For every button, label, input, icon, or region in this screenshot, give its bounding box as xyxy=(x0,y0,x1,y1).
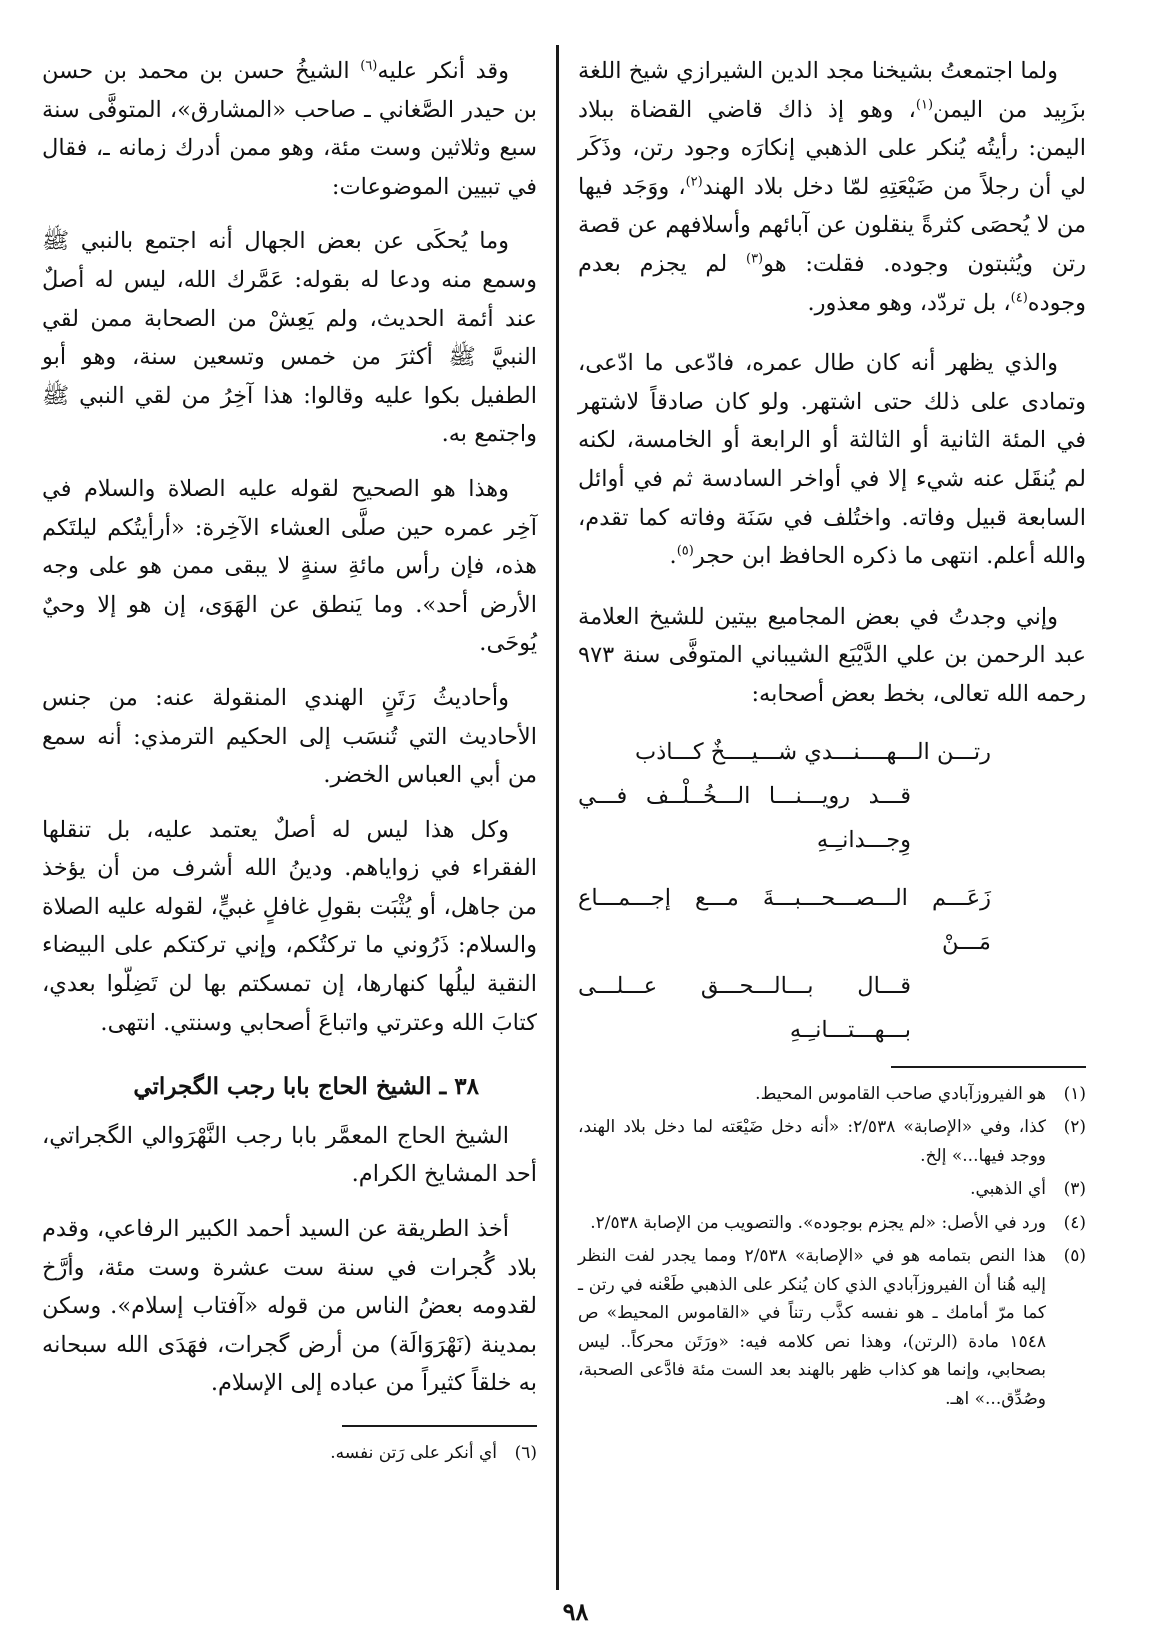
footnotes xyxy=(578,1080,1086,1414)
paragraph xyxy=(578,344,1086,576)
text: ، وهو إذ ذاك قاضي القضاة ببلاد اليمن: رأيتُه يُنكر على الذهبي إنكارَه وجود رتن، وذَكَر لي أن رجلاً من ضَيْعَتِهِ لمّا دخل بلاد الهند xyxy=(578,96,1086,200)
footnote-text: ورد في الأصل: «لم يجزم بوجوده». والتصويب من الإصابة ٢/٥٣٨. xyxy=(590,1212,1046,1233)
hemistich: زَعَـــم الـــصـــحـــبـــةَ مـــع إجـــمـــاع مَـــنْ xyxy=(578,884,991,955)
hemistich: قـــال بـــالـــحـــق عـــلـــى بـــهـــتـــانـِـهِ xyxy=(578,972,911,1043)
text: ، بل تردّد، وهو معذور. xyxy=(807,289,1011,316)
footnote-divider xyxy=(342,1425,537,1427)
left-column xyxy=(42,52,537,1473)
right-column xyxy=(578,52,1086,1418)
column-divider xyxy=(556,45,559,1590)
text: والذي يظهر أنه كان طال عمره، فادّعى ما ادّعى، وتمادى على ذلك حتى اشتهر. ولو كان صادقاً لاشتهر في المئة الثانية أو الثالثة أو الرابعة أو الخامسة، لكنه لم يُنقَل عنه شيء إلا في أواخر السادسة ثم في أوائل السابعة قبيل وفاته. واختُلف في سَنَة وفاته كما تقدم، والله أعلم. انتهى ما ذكره الحافظ ابن حجر xyxy=(578,350,1086,570)
text: الشيخُ حسن بن محمد بن حسن بن حيدر الصَّغاني ـ صاحب «المشارق»، المتوفَّى سنة سبع وثلاثين وست مئة، وهو ممن أدرك زمانه ـ، فقال في تبيين الموضوعات: xyxy=(42,58,537,200)
paragraph: الشيخ الحاج المعمَّر بابا رجب النَّهْرَوالي الگجراتي، أحد المشايخ الكرام. xyxy=(42,1122,537,1188)
hemistich: رتـــن الـــهــــنـــدي شـــيــــخٌ كـــاذب xyxy=(635,738,991,765)
footnote xyxy=(578,1113,1086,1170)
footnote xyxy=(578,1209,1086,1238)
footnote-ref[interactable]: (١) xyxy=(915,97,934,113)
footnote-text: كذا، وفي «الإصابة» ٢/٥٣٨: «أنه دخل ضَيْعَته لما دخل بلاد الهند، ووجد فيها...» إلخ. xyxy=(578,1117,1046,1166)
footnote-number: (٣) xyxy=(1063,1179,1086,1199)
footnote-ref[interactable]: (٤) xyxy=(1010,290,1028,306)
paragraph xyxy=(42,52,537,206)
paragraph: أخذ الطريقة عن السيد أحمد الكبير الرفاعي، وقدم بلاد گُجرات في سنة ست عشرة وست مئة، وأرَّخ لقدومه بعضُ الناس من قوله «آفتاب إسلام». وسكن بمدينة (نَهْرَوَالَة) من أرض گجرات، فهَدَى الله سبحانه به خلقاً كثيراً من عباده إلى الإسلام. xyxy=(42,1216,537,1397)
paragraph: وما يُحكَى عن بعض الجهال أنه اجتمع بالنبي ﷺ وسمع منه ودعا له بقوله: عَمَّرك الله، ليس له أصلٌ عند أئمة الحديث، ولم يَعِشْ من الصحابة ممن لقي النبيَّ ﷺ أكثرَ من خمس وتسعين سنة، وهو أبو الطفيل بكوا عليه وقالوا: هذا آخِرُ من لقي النبي ﷺ واجتمع به. xyxy=(42,228,537,448)
hemistich: قـــد رويـــنـــا الـــخُــلْــف فـــي وِجـــدانـِـهِ xyxy=(578,782,911,853)
paragraph: وكل هذا ليس له أصلٌ يعتمد عليه، بل تنقلها الفقراء في زواياهم. ودينُ الله أشرف من أن يؤخذ من جاهل، أو يُثْبَت بقولِ غافلٍ غبيٍّ، لقوله عليه الصلاة والسلام: ذَرُوني ما تركتُكم، وإني تركتكم على البيضاء النقية ليلُها كنهارها، إن تمسكتم بها لن تَضِلّوا بعدي، كتابَ الله وعترتي واتباعَ أصحابي وسنتي. انتهى. xyxy=(42,816,537,1036)
footnote-text: أي الذهبي. xyxy=(970,1179,1046,1199)
footnote-number: (٢) xyxy=(1063,1117,1086,1137)
footnote-ref[interactable]: (٥) xyxy=(676,543,694,559)
text: ، ووَجَد فيها من لا يُحصَى كثرةً ينقلون عن آبائهم وأسلافهم عن قصة رتن ويُثبتون وجوده. فقلت: هو xyxy=(578,173,1086,277)
footnote-ref[interactable]: (٢) xyxy=(685,174,703,190)
footnote xyxy=(578,1080,1086,1109)
section-heading: ٣٨ ـ الشيخ الحاج بابا رجب الگجراتي xyxy=(133,1073,479,1101)
poem-verse xyxy=(578,730,1086,862)
footnote-number: (٦) xyxy=(514,1443,537,1463)
footnote-text: أي أنكر على رَتن نفسه. xyxy=(330,1443,497,1463)
footnote xyxy=(578,1175,1086,1204)
footnote-number: (٥) xyxy=(1063,1246,1086,1266)
footnote-ref[interactable]: (٦) xyxy=(360,58,378,74)
footnote-number: (٤) xyxy=(1063,1212,1086,1233)
footnote-ref[interactable]: (٣) xyxy=(745,251,764,267)
paragraph xyxy=(578,52,1086,322)
poem xyxy=(578,730,1086,1052)
footnote-number: (١) xyxy=(1063,1083,1086,1104)
footnote-text: هو الفيروزآبادي صاحب القاموس المحيط. xyxy=(755,1083,1046,1104)
paragraph: وهذا هو الصحيح لقوله عليه الصلاة والسلام في آخِر عمره حين صلَّى العشاء الآخِرة: «أرأيتُكم ليلتَكم هذه، فإن رأس مائةِ سنةٍ لا يبقى ممن هو على وجه الأرض أحد». وما يَنطق عن الهَوَى، إن هو إلا وحيٌ يُوحَى. xyxy=(42,475,537,657)
poem-verse xyxy=(578,876,1086,1052)
footnote xyxy=(42,1439,537,1468)
text: لم يجزم بعدم وجوده xyxy=(578,250,1086,316)
footnote-divider xyxy=(891,1066,1086,1068)
paragraph: وأحاديثُ رَتَنٍ الهندي المنقولة عنه: من جنس الأحاديث التي تُنسَب إلى الحكيم الترمذي: أنه سمع من أبي العباس الخضر. xyxy=(42,684,537,789)
paragraph: وإني وجدتُ في بعض المجاميع بيتين للشيخ العلامة عبد الرحمن بن علي الدَّيْبَع الشيباني المتوفَّى سنة ٩٧٣ رحمه الله تعالى، بخط بعض أصحابه: xyxy=(578,603,1086,707)
text: ولما اجتمعتُ بشيخنا مجد الدين الشيرازي شيخ اللغة بزَبِيد من اليمن xyxy=(578,58,1086,123)
footnote-text: هذا النص بتمامه هو في «الإصابة» ٢/٥٣٨ ومما يجدر لفت النظر إليه هُنا أن الفيروزآبادي الذي كان يُنكر على الذهبي طَعْنه في رتن ـ كما مرّ أمامك ـ هو نفسه كذَّب رتناً في «القاموس المحيط» ص ١٥٤٨ مادة (الرتن)، وهذا نص كلامه فيه: «ورَتَن محركاً.. ليس بصحابي، وإنما هو كذاب ظهر بالهند بعد الست مئة فادَّعى الصحبة، وصُدِّق...» اهـ. xyxy=(578,1246,1046,1409)
footnote xyxy=(578,1242,1086,1413)
text: . xyxy=(669,543,677,570)
text: وقد أنكر عليه xyxy=(377,58,509,84)
page-number: ٩٨ xyxy=(562,1597,589,1626)
footnotes xyxy=(42,1439,537,1468)
